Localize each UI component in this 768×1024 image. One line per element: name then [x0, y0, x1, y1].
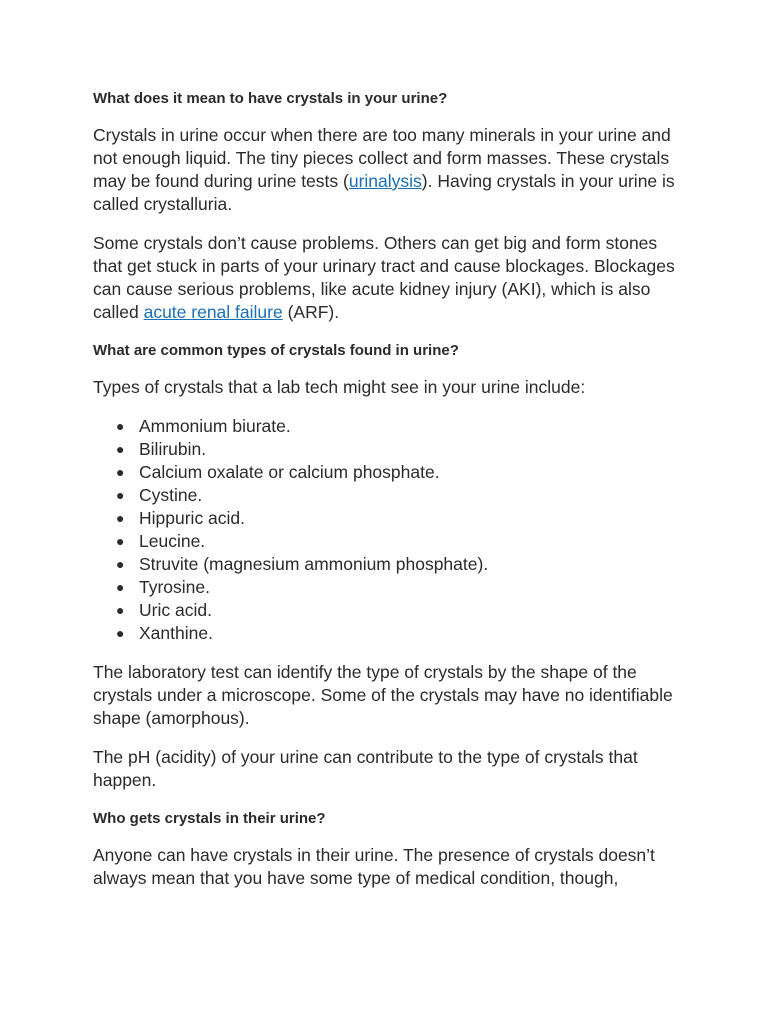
bullet-icon: ● [116, 418, 125, 434]
list-item [116, 622, 683, 645]
list-item-label: Bilirubin. [139, 439, 207, 459]
list-item-label: Leucine. [139, 531, 206, 551]
bullet-icon: ● [116, 533, 125, 549]
heading-who-gets-crystals: Who gets crystals in their urine? [93, 810, 326, 827]
list-item [116, 461, 683, 484]
bullet-icon: ● [116, 602, 125, 618]
list-item [116, 415, 683, 438]
bullet-icon: ● [116, 579, 125, 595]
paragraph-types-intro: Types of crystals that a lab tech might see in your urine include: [93, 377, 586, 397]
paragraph-lab-test: The laboratory test can identify the type of crystals by the shape of the crystals under a microscope. Some of the crystals may have no identifiable shape (amorphous). [93, 662, 673, 728]
paragraph-anyone: Anyone can have crystals in their urine. The presence of crystals doesn’t always mean that you have some type of medical condition, though, [93, 845, 655, 888]
list-item-label: Xanthine. [139, 623, 213, 643]
list-item-label: Tyrosine. [139, 577, 210, 597]
paragraph-text: (ARF). [282, 302, 340, 322]
list-item-label: Cystine. [139, 485, 203, 505]
paragraph-text: ). Having crystals in your urine is called crystalluria. [93, 171, 675, 214]
paragraph-crystals-definition [93, 124, 683, 216]
list-item [116, 530, 683, 553]
list-item-label: Uric acid. [139, 600, 212, 620]
paragraph-text: Some crystals don’t cause problems. Others can get big and form stones that get stuck in parts of your urinary tract and cause blockages. Blockages can cause serious problems, like acute kidney injury (AKI), which is also called [93, 233, 675, 322]
list-item [116, 576, 683, 599]
bullet-icon: ● [116, 487, 125, 503]
list-item [116, 438, 683, 461]
list-item [116, 484, 683, 507]
bullet-icon: ● [116, 464, 125, 480]
list-item-label: Calcium oxalate or calcium phosphate. [139, 462, 440, 482]
acute-renal-failure-link[interactable]: acute renal failure [143, 302, 283, 322]
list-item [116, 599, 683, 622]
urinalysis-link[interactable]: urinalysis [348, 171, 422, 191]
paragraph-text: Crystals in urine occur when there are too many minerals in your urine and not enough liquid. The tiny pieces collect and form masses. These crystals may be found during urine tests ( [93, 125, 671, 191]
heading-crystals-meaning: What does it mean to have crystals in your urine? [93, 90, 448, 107]
bullet-icon: ● [116, 556, 125, 572]
bullet-icon: ● [116, 510, 125, 526]
article [93, 88, 683, 906]
list-item [116, 553, 683, 576]
bullet-icon: ● [116, 441, 125, 457]
paragraph-ph: The pH (acidity) of your urine can contribute to the type of crystals that happen. [93, 747, 638, 790]
list-item-label: Hippuric acid. [139, 508, 246, 528]
crystal-types-list [93, 415, 683, 645]
bullet-icon: ● [116, 625, 125, 641]
heading-crystal-types: What are common types of crystals found in urine? [93, 342, 459, 359]
list-item-label: Ammonium biurate. [139, 416, 291, 436]
list-item-label: Struvite (magnesium ammonium phosphate). [139, 554, 489, 574]
paragraph-crystals-problems [93, 232, 683, 324]
list-item [116, 507, 683, 530]
